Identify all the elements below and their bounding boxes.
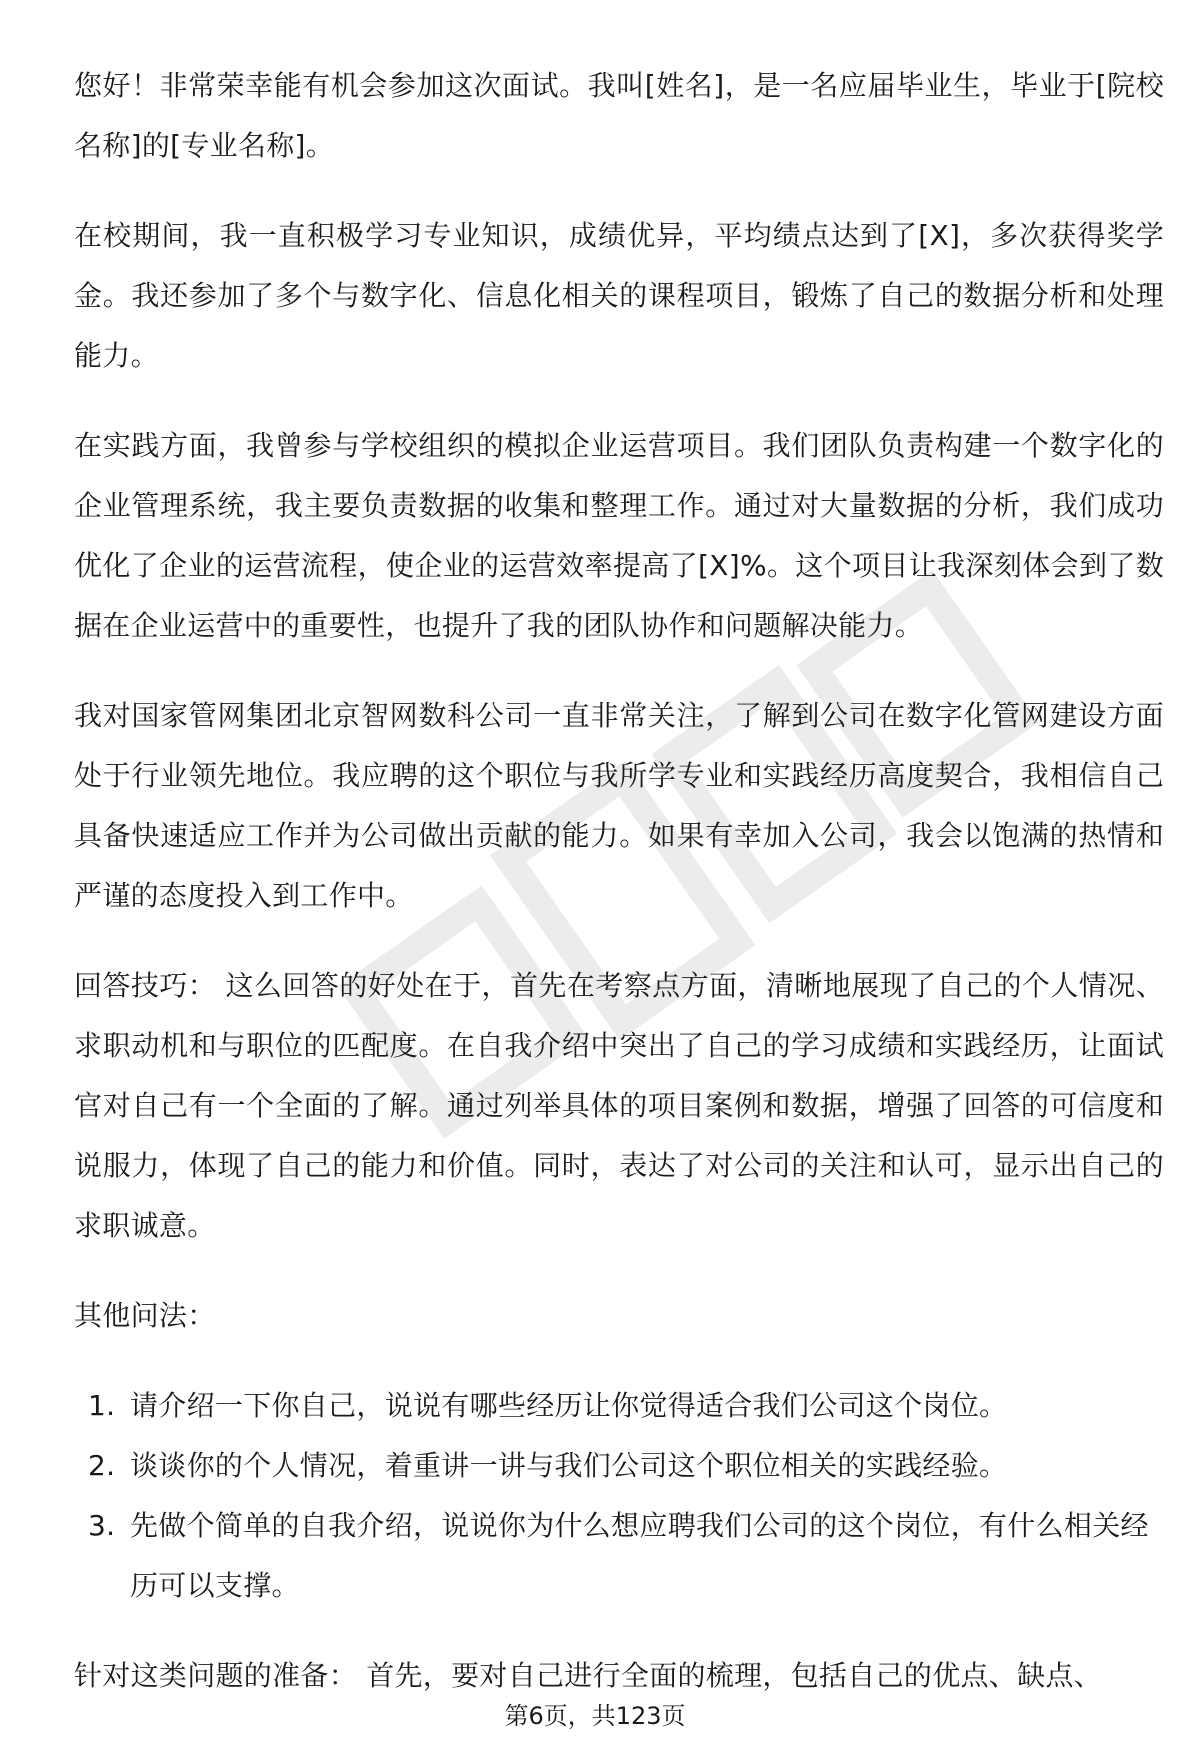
list-text: 请介绍一下你自己，说说有哪些经历让你觉得适合我们公司这个岗位。 [130, 1389, 1008, 1422]
list-item [74, 1496, 1164, 1616]
paragraph-company: 我对国家管网集团北京智网数科公司一直非常关注，了解到公司在数字化管网建设方面处于行业领先地位。我应聘的这个职位与我所学专业和实践经历高度契合，我相信自己具备快速适应工作并为公司做出贡献的能力。如果有幸加入公司，我会以饱满的热情和严谨的态度投入到工作中。 [74, 699, 1164, 912]
paragraph-other-questions-heading: 其他问法： [74, 1299, 216, 1332]
paragraph-preparation: 针对这类问题的准备： 首先，要对自己进行全面的梳理，包括自己的优点、缺点、 [74, 1659, 1103, 1692]
list-item [74, 1436, 1164, 1496]
list-text: 先做个简单的自我介绍，说说你为什么想应聘我们公司的这个岗位，有什么相关经历可以支撑。 [130, 1509, 1149, 1602]
paragraph-intro: 您好！非常荣幸能有机会参加这次面试。我叫[姓名]，是一名应届毕业生，毕业于[院校名称]的[专业名称]。 [74, 69, 1164, 162]
paragraph-answer-tips: 回答技巧： 这么回答的好处在于，首先在考察点方面，清晰地展现了自己的个人情况、求职动机和与职位的匹配度。在自我介绍中突出了自己的学习成绩和实践经历，让面试官对自己有一个全面的了解。通过列举具体的项目案例和数据，增强了回答的可信度和说服力，体现了自己的能力和价值。同时，表达了对公司的关注和认可，显示出自己的求职诚意。 [74, 969, 1164, 1242]
list-item [74, 1376, 1164, 1436]
list-text: 谈谈你的个人情况，着重讲一讲与我们公司这个职位相关的实践经验。 [130, 1449, 1008, 1482]
list-number: 2. [88, 1449, 116, 1482]
other-questions-list [74, 1376, 1164, 1616]
list-number: 3. [88, 1509, 116, 1542]
page-number: 第6页，共123页 [504, 1702, 686, 1730]
list-number: 1. [88, 1389, 116, 1422]
document-body [74, 56, 1164, 1736]
paragraph-school: 在校期间，我一直积极学习专业知识，成绩优异，平均绩点达到了[X]，多次获得奖学金。我还参加了多个与数字化、信息化相关的课程项目，锻炼了自己的数据分析和处理能力。 [74, 219, 1164, 372]
paragraph-practice: 在实践方面，我曾参与学校组织的模拟企业运营项目。我们团队负责构建一个数字化的企业管理系统，我主要负责数据的收集和整理工作。通过对大量数据的分析，我们成功优化了企业的运营流程，使企业的运营效率提高了[X]%。这个项目让我深刻体会到了数据在企业运营中的重要性，也提升了我的团队协作和问题解决能力。 [74, 429, 1164, 642]
